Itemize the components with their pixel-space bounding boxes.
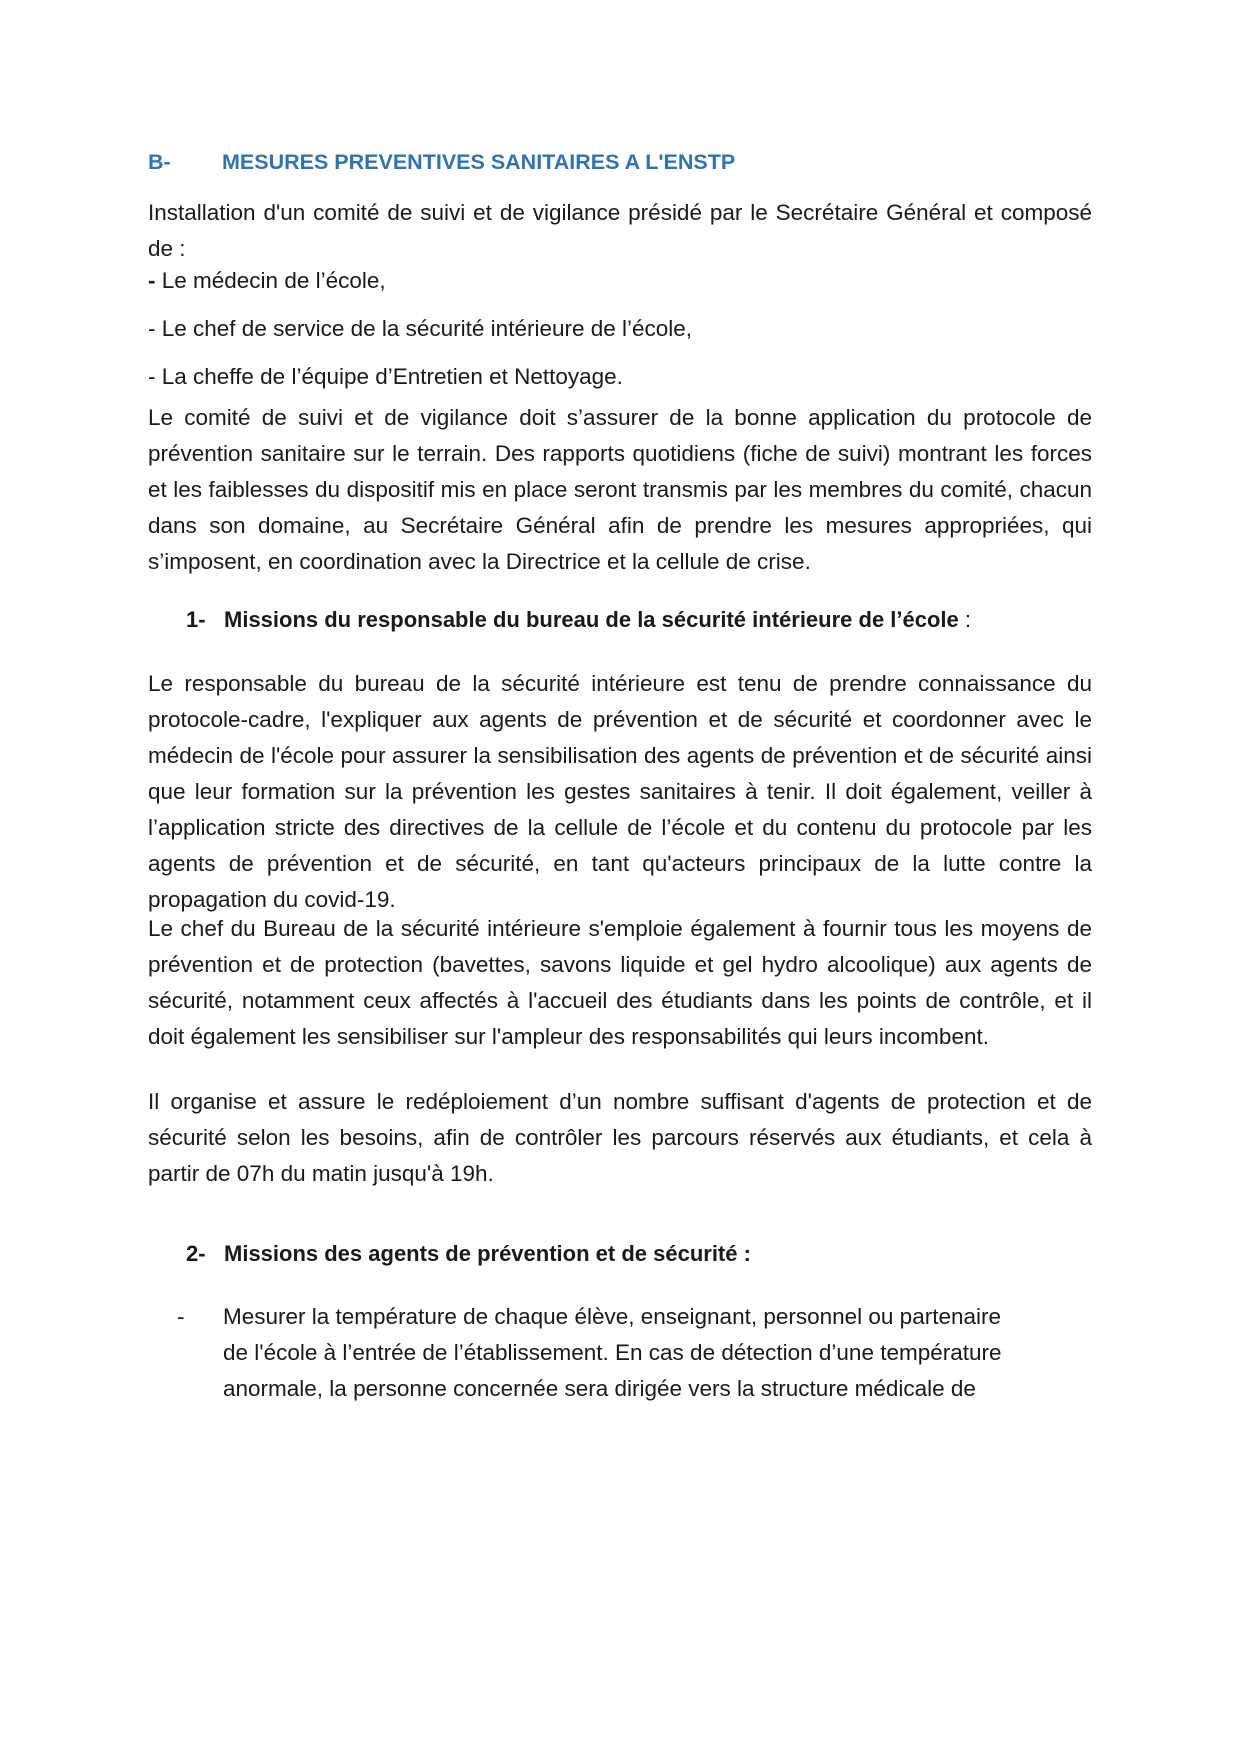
section-title: MESURES PREVENTIVES SANITAIRES A L'ENSTP: [222, 150, 736, 174]
member-item-cleaning-chief: [148, 359, 623, 395]
sub1-paragraph-3: Il organise et assure le redéploiement d’un nombre suffisant d'agents de protection et de sécurité selon les besoins, afin de contrôler les parcours réservés aux étudiants, et cela à partir de 07h du matin jusqu'à 19h.: [148, 1089, 1092, 1186]
bullet-line: Mesurer la température de chaque élève, enseignant, personnel ou partenaire: [223, 1304, 1001, 1329]
sub1-paragraph-1: Le responsable du bureau de la sécurité intérieure est tenu de prendre connaissance du protocole-cadre, l'expliquer aux agents de prévention et de sécurité et coordonner avec le médecin de l'école pour assurer la sensibilisation des agents de prévention et de sécurité ainsi que leur formation sur la prévention les gestes sanitaires à tenir. Il doit également, veiller à l’application stricte des directives de la cellule de l’école et du contenu du protocole par les agents de prévention et de sécurité, en tant qu'acteurs principaux de la lutte contre la propagation du covid-19.: [148, 671, 1092, 912]
committee-paragraph: Le comité de suivi et de vigilance doit s’assurer de la bonne application du protocole de prévention sanitaire sur le terrain. Des rapports quotidiens (fiche de suivi) montrant les forces et les faiblesses du dispositif mis en place seront transmis par les membres du comité, chacun dans son domaine, au Secrétaire Général afin de prendre les mesures appropriées, qui s’imposent, en coordination avec la Directrice et la cellule de crise.: [148, 405, 1092, 574]
member-dash: -: [148, 316, 156, 341]
section-number: B-: [148, 150, 171, 174]
subsection-number: 2-: [186, 1241, 206, 1266]
subsection-heading-2: [186, 1241, 751, 1267]
subsection-trail: :: [958, 607, 972, 632]
member-item-security-chief: [148, 311, 692, 347]
bullet-line: anormale, la personne concernée sera dirigée vers la structure médicale de: [223, 1376, 976, 1401]
intro-paragraph: Installation d'un comité de suivi et de vigilance présidé par le Secrétaire Général et composé de :: [148, 200, 1092, 261]
subsection-title: Missions des agents de prévention et de sécurité :: [224, 1241, 751, 1266]
bullet-line: de l'école à l’entrée de l’établissement. En cas de détection d’une température: [223, 1340, 1002, 1365]
bullet-dash: -: [177, 1304, 185, 1329]
member-dash: -: [148, 268, 156, 293]
member-text: La cheffe de l’équipe d’Entretien et Nettoyage.: [155, 364, 623, 389]
bullet-item-temperature: [223, 1299, 1093, 1407]
member-text: Le médecin de l’école,: [155, 268, 386, 293]
subsection-heading-1: [186, 607, 971, 633]
subsection-number: 1-: [186, 607, 206, 632]
member-item-doctor: [148, 263, 386, 299]
section-heading-b: [148, 150, 735, 175]
sub1-paragraph-2: Le chef du Bureau de la sécurité intérieure s'emploie également à fournir tous les moyens de prévention et de protection (bavettes, savons liquide et gel hydro alcoolique) aux agents de sécurité, notamment ceux affectés à l'accueil des étudiants dans les points de contrôle, et il doit également les sensibiliser sur l'ampleur des responsabilités qui leurs incombent.: [148, 916, 1092, 1049]
member-text: Le chef de service de la sécurité intérieure de l’école,: [155, 316, 693, 341]
subsection-title: Missions du responsable du bureau de la sécurité intérieure de l’école: [224, 607, 959, 632]
member-dash: -: [148, 364, 156, 389]
